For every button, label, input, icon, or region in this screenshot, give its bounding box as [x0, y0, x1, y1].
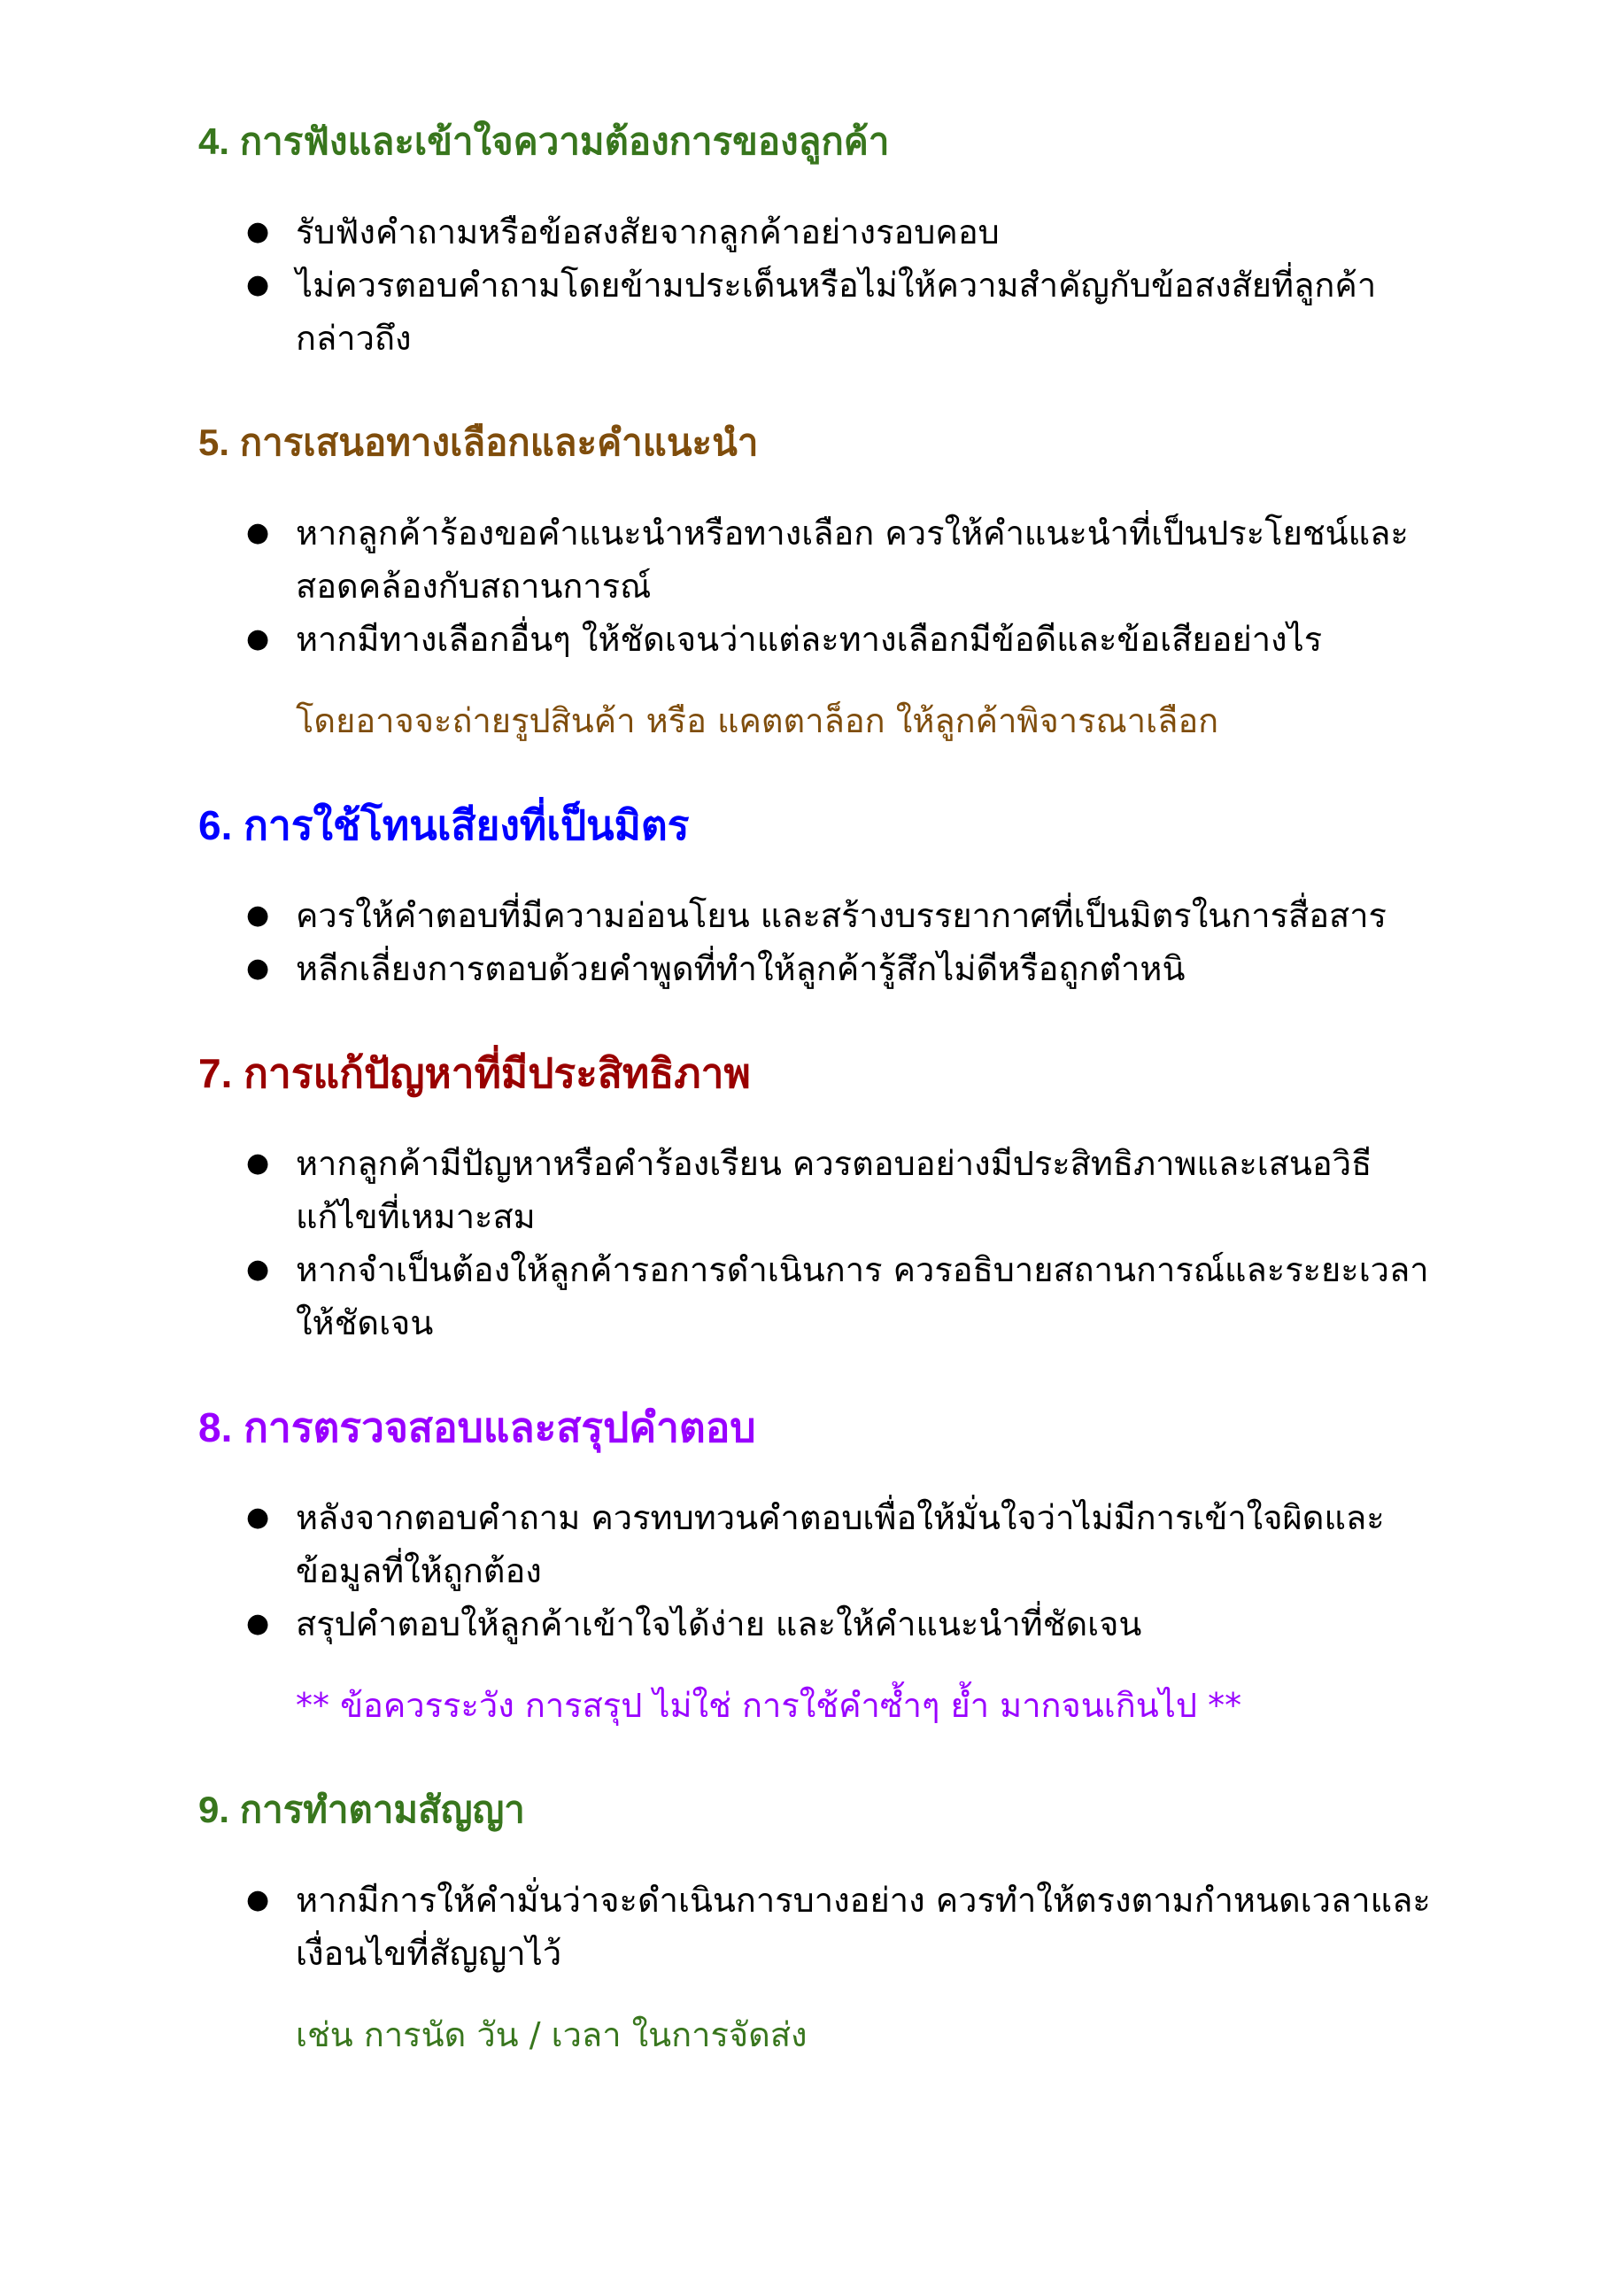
- bullet-dot-icon: ●: [246, 517, 270, 548]
- section-5: [198, 416, 1446, 747]
- bullet-item: [246, 1874, 1473, 1980]
- section-9: [198, 1783, 1446, 2061]
- section-heading: 9. การทำตามสัญญา: [198, 1789, 525, 1830]
- bullet-list: [198, 889, 1446, 995]
- bullet-list: [198, 506, 1446, 666]
- bullet-item: [246, 942, 1403, 995]
- section-heading: 6. การใช้โทนเสียงที่เป็นมิตร: [198, 802, 690, 848]
- bullet-list: [198, 1874, 1446, 1980]
- bullet-dot-icon: ●: [246, 1148, 270, 1179]
- section-note: เช่น การนัด วัน / เวลา ในการจัดส่ง: [296, 2015, 808, 2054]
- bullet-text: หากลูกค้าร้องขอคำแนะนำหรือทางเลือก ควรให้คำแนะนำที่เป็นประโยชน์และสอดคล้องกับสถานการณ์: [296, 514, 1409, 606]
- bullet-dot-icon: ●: [246, 1884, 270, 1915]
- bullet-text: หากจำเป็นต้องให้ลูกค้ารอการดำเนินการ ควรอธิบายสถานการณ์และระยะเวลาให้ชัดเจน: [296, 1250, 1429, 1342]
- bullet-item: [246, 506, 1447, 613]
- bullet-item: [246, 889, 1403, 942]
- bullet-item: [246, 1491, 1438, 1597]
- bullet-item: [246, 259, 1410, 365]
- section-4: [198, 115, 1446, 365]
- bullet-dot-icon: ●: [246, 1254, 270, 1285]
- bullet-dot-icon: ●: [246, 216, 270, 247]
- bullet-text: ควรให้คำตอบที่มีความอ่อนโยน และสร้างบรรยากาศที่เป็นมิตรในการสื่อสาร: [296, 896, 1387, 935]
- bullet-dot-icon: ●: [246, 900, 270, 931]
- bullet-text: หลังจากตอบคำถาม ควรทบทวนคำตอบเพื่อให้มั่นใจว่าไม่มีการเข้าใจผิดและข้อมูลที่ให้ถูกต้อง: [296, 1498, 1385, 1590]
- section-note: ** ข้อควรระวัง การสรุป ไม่ใช่ การใช้คำซ้ำๆ ย้ำ มากจนเกินไป **: [296, 1686, 1242, 1725]
- bullet-text: ไม่ควรตอบคำถามโดยข้ามประเด็นหรือไม่ให้ความสำคัญกับข้อสงสัยที่ลูกค้ากล่าวถึง: [296, 266, 1377, 358]
- section-heading: 8. การตรวจสอบและสรุปคำตอบ: [198, 1404, 756, 1450]
- bullet-text: สรุปคำตอบให้ลูกค้าเข้าใจได้ง่าย และให้คำแนะนำที่ชัดเจน: [296, 1604, 1142, 1643]
- bullet-item: [246, 205, 1410, 259]
- section-6: [198, 799, 1446, 995]
- bullet-dot-icon: ●: [246, 1608, 270, 1639]
- section-7: [198, 1047, 1446, 1349]
- bullet-item: [246, 1243, 1447, 1349]
- bullet-text: หากมีการให้คำมั่นว่าจะดำเนินการบางอย่าง ควรทำให้ตรงตามกำหนดเวลาและเงื่อนไขที่สัญญาไว้: [296, 1881, 1431, 1973]
- bullet-item: [246, 613, 1447, 666]
- bullet-item: [246, 1597, 1438, 1650]
- section-8: [198, 1401, 1446, 1732]
- bullet-text: รับฟังคำถามหรือข้อสงสัยจากลูกค้าอย่างรอบคอบ: [296, 213, 1000, 251]
- bullet-list: [198, 205, 1446, 365]
- bullet-item: [246, 1137, 1447, 1243]
- section-heading: 4. การฟังและเข้าใจความต้องการของลูกค้า: [198, 120, 890, 162]
- section-note: โดยอาจจะถ่ายรูปสินค้า หรือ แคตตาล็อก ให้ลูกค้าพิจารณาเลือก: [296, 701, 1219, 740]
- bullet-list: [198, 1137, 1446, 1349]
- section-heading: 5. การเสนอทางเลือกและคำแนะนำ: [198, 421, 759, 463]
- bullet-text: หลีกเลี่ยงการตอบด้วยคำพูดที่ทำให้ลูกค้ารู้สึกไม่ดีหรือถูกตำหนิ: [296, 949, 1186, 988]
- bullet-list: [198, 1491, 1446, 1650]
- bullet-text: หากลูกค้ามีปัญหาหรือคำร้องเรียน ควรตอบอย่างมีประสิทธิภาพและเสนอวิธีแก้ไขที่เหมาะสม: [296, 1144, 1372, 1236]
- bullet-dot-icon: ●: [246, 623, 270, 654]
- bullet-text: หากมีทางเลือกอื่นๆ ให้ชัดเจนว่าแต่ละทางเลือกมีข้อดีและข้อเสียอย่างไร: [296, 620, 1323, 659]
- section-heading: 7. การแก้ปัญหาที่มีประสิทธิภาพ: [198, 1050, 751, 1096]
- bullet-dot-icon: ●: [246, 269, 270, 300]
- bullet-dot-icon: ●: [246, 1502, 270, 1533]
- bullet-dot-icon: ●: [246, 953, 270, 984]
